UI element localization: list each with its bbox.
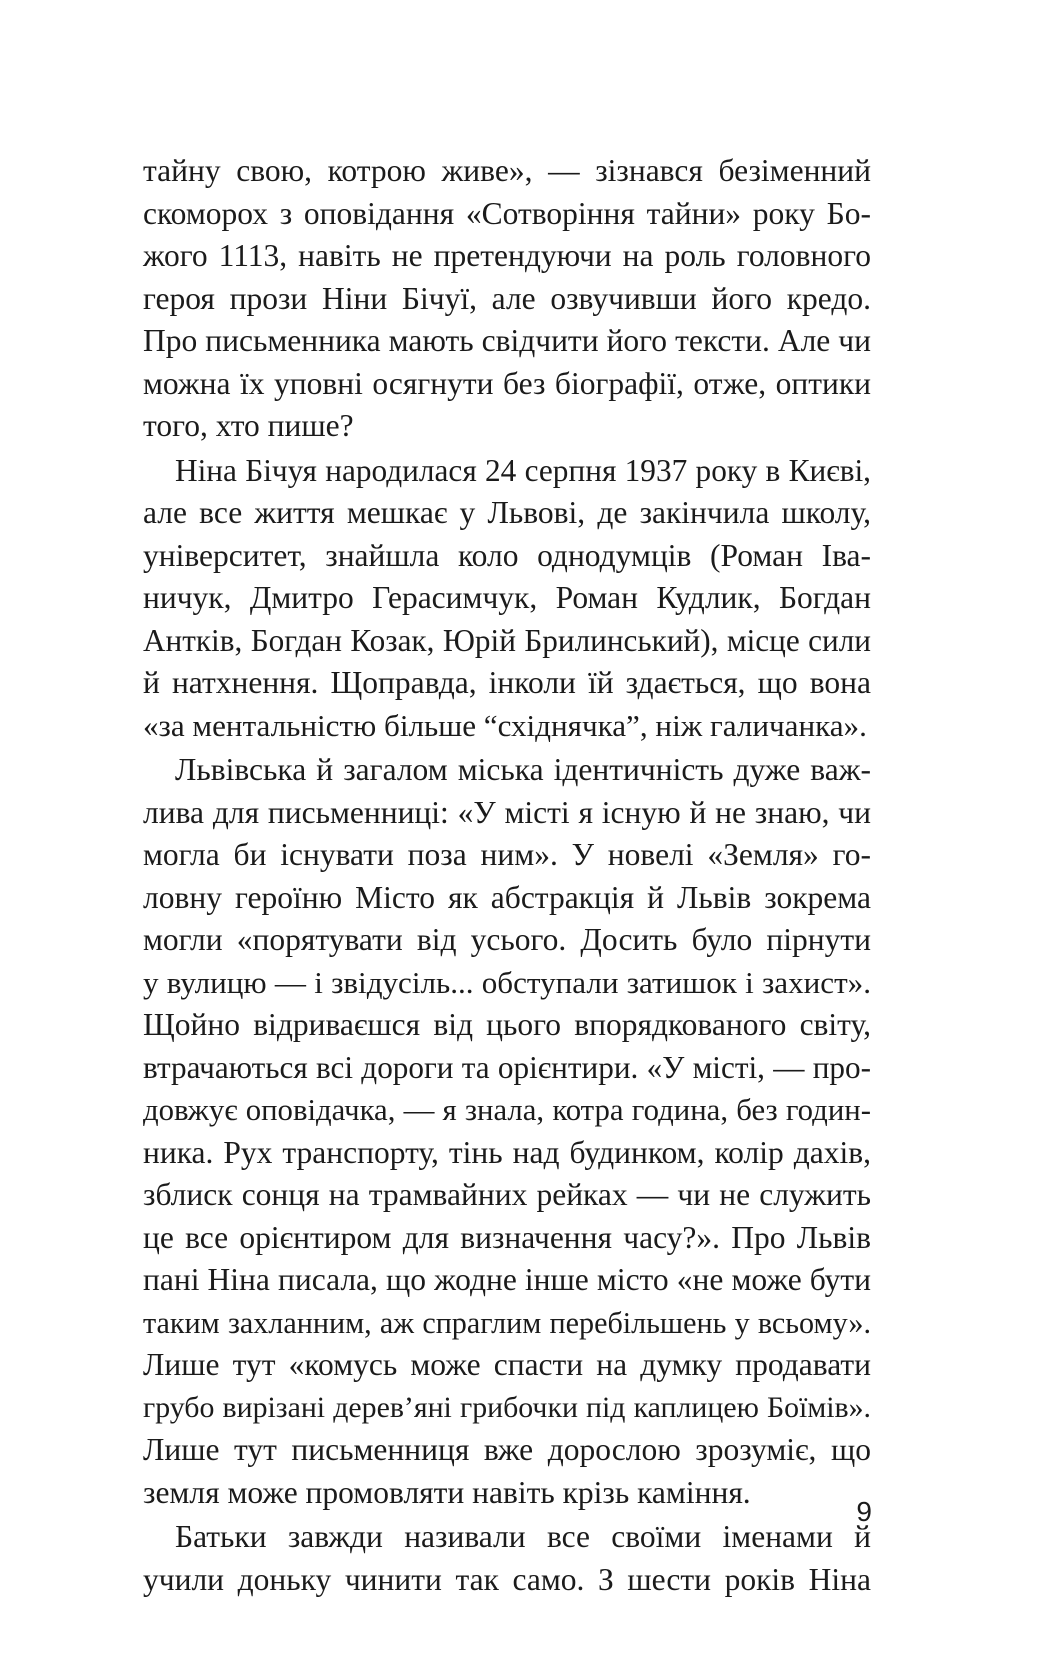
- text-line: Львівська й загалом міська ідентичність дуже важ-: [175, 752, 871, 787]
- text-line: зблиск сонця на трамвайних рейках — чи не служить: [143, 1177, 871, 1212]
- text-line: втрачаються всі дороги та орієнтири. «У місті, — про-: [143, 1049, 871, 1085]
- text-line: таким захланним, аж спраглим перебільшень у всьому».: [143, 1305, 871, 1340]
- text-line: учили доньку чинити так само. З шести років Ніна: [143, 1561, 871, 1597]
- text-line: але все життя мешкає у Львові, де закінчила школу,: [143, 495, 871, 530]
- text-line: героя прози Ніни Бічуї, але озвучивши його кредо.: [143, 280, 871, 316]
- text-line: жого 1113, навіть не претендуючи на роль головного: [143, 238, 871, 273]
- page-number: 9: [856, 1496, 872, 1527]
- text-line: ника. Рух транспорту, тінь над будинком, колір дахів,: [143, 1134, 871, 1170]
- text-line: Батьки завжди називали все своїми іменами й: [175, 1519, 871, 1554]
- text-line: Лише тут «комусь може спасти на думку продавати: [143, 1347, 871, 1382]
- text-line: земля може промовляти навіть крізь каміння.: [143, 1474, 751, 1510]
- paragraph-1: [143, 150, 871, 448]
- text-line: того, хто пише?: [143, 408, 354, 443]
- body-text: [143, 150, 871, 1601]
- text-line: довжує оповідачка, — я знала, котра година, без годин-: [143, 1093, 871, 1127]
- text-line: скоморох з оповідання «Сотворіння тайни» року Бо-: [143, 195, 871, 231]
- text-line: у вулицю — і звідусіль... обступали затишок і захист».: [143, 964, 871, 1000]
- text-line: Щойно відриваєшся від цього впорядкованого світу,: [143, 1007, 871, 1042]
- text-line: університет, знайшла коло однодумців (Роман Іва-: [143, 537, 871, 573]
- text-line: це все орієнтиром для визначення часу?». Про Львів: [143, 1219, 871, 1255]
- text-line: ловну героїню Місто як абстракція й Львів зокрема: [143, 879, 871, 915]
- text-line: грубо вирізані дерев’яні грибочки під каплицею Боїмів».: [143, 1390, 871, 1424]
- text-line: Антків, Богдан Козак, Юрій Брилинський), місце сили: [143, 622, 871, 658]
- text-line: Лише тут письменниця вже дорослою зрозуміє, що: [143, 1432, 871, 1467]
- paragraph-2: [143, 450, 871, 748]
- paragraph-4: [143, 1516, 871, 1601]
- text-line: «за ментальністю більше “східнячка”, ніж галичанка».: [143, 707, 867, 743]
- text-line: Про письменника мають свідчити його тексти. Але чи: [143, 323, 871, 358]
- text-line: могла би існувати поза ним». У новелі «Земля» го-: [143, 837, 871, 872]
- text-line: й натхнення. Щоправда, інколи їй здається, що вона: [143, 665, 871, 700]
- text-line: лива для письменниці: «У місті я існую й не знаю, чи: [143, 794, 871, 830]
- text-line: могли «порятувати від усього. Досить було пірнути: [143, 922, 871, 957]
- paragraph-3: [143, 749, 871, 1514]
- text-line: Ніна Бічуя народилася 24 серпня 1937 року в Києві,: [175, 452, 871, 488]
- text-line: ничук, Дмитро Герасимчук, Роман Кудлик, Богдан: [143, 580, 871, 615]
- text-line: тайну свою, котрою живе», — зізнався безіменний: [143, 153, 871, 188]
- text-line: пані Ніна писала, що жодне інше місто «не може бути: [143, 1262, 871, 1297]
- text-line: можна їх уповні осягнути без біографії, отже, оптики: [143, 365, 871, 401]
